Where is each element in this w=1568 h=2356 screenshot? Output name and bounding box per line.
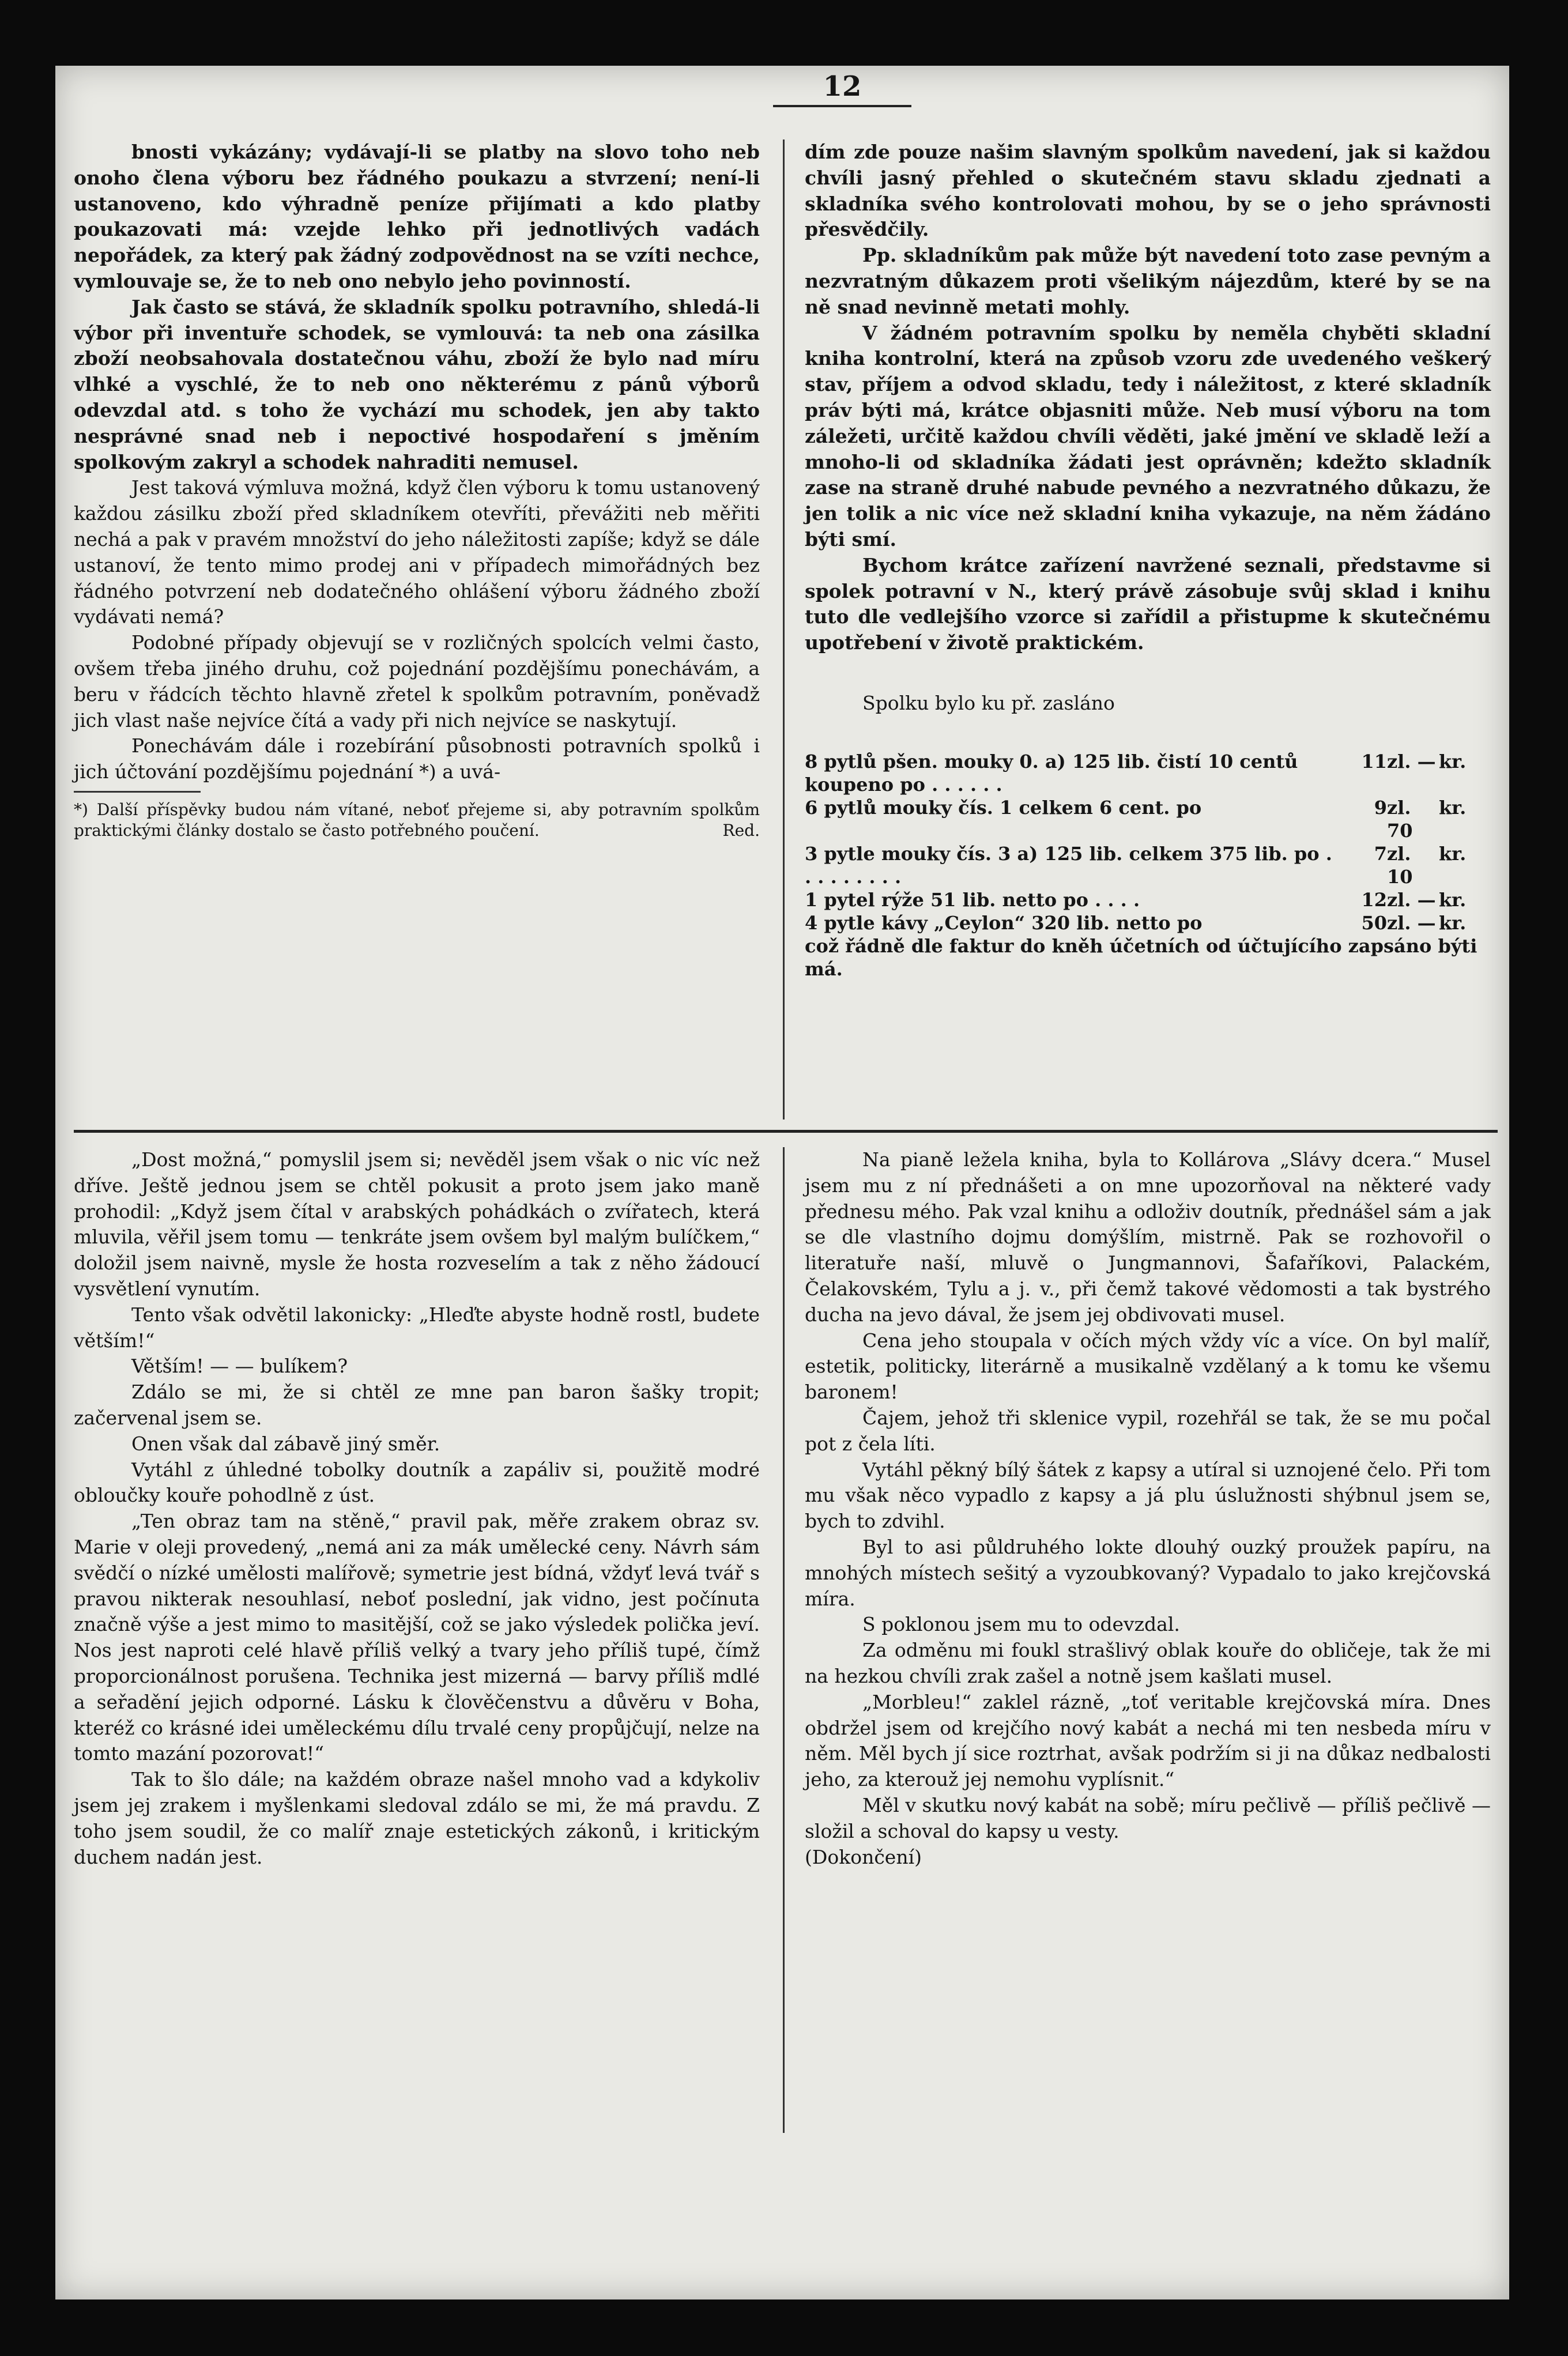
- invoice-row: [805, 888, 1491, 911]
- invoice-zl: zl. —: [1387, 888, 1436, 911]
- invoice-amount: 7: [1374, 842, 1387, 865]
- footnote-text: *) Další příspěvky budou nám vítané, neboť přejeme si, aby potravním spolkům praktickými články dostalo se často potřebného poučení.: [74, 800, 760, 840]
- paragraph: bnosti vykázány; vydávají-li se platby na slovo toho neb onoho člena výboru bez řádného poukazu a stvrzení; není-li ustanoveno, kdo výhradně peníze přijímati a kdo platby poukazovati má: vzejde lehko při jednotlivých vadách nepořádek, za který pak žádný zodpovědnost na se vzíti nechce, vymlouvaje se, že to neb ono nebylo jeho povinností.: [74, 141, 760, 292]
- invoice-kr: kr.: [1439, 911, 1467, 934]
- paragraph: Na pianě ležela kniha, byla to Kollárova „Slávy dcera.“ Musel jsem mu z ní přednášeti a on mne upozorňoval na některé vady přednesu mého. Pak vzal knihu a odloživ doutník, přednášel sám a jak se dle vlastního dojmu domýšlím, mistrně. Pak se rozhovořil o literatuře naší, mluvě o Jungmannovi, Šafaříkovi, Palackém, Čelakovském, Tylu a j. v., při čemž takové vědomosti a tak bystrého ducha na jevo dával, že jsem jej obdivovati musel.: [805, 1148, 1491, 1326]
- invoice-zl: zl. —: [1387, 750, 1436, 772]
- closing-mark: (Dokončení): [805, 1845, 922, 1868]
- section-divider: [74, 1130, 1498, 1133]
- paragraph: Bychom krátce zařízení navržené seznali, představme si spolek potravní v N., který právě zásobuje svůj sklad i knihu tuto dle vedlejšího vzorce si zařídil a přistupme k skutečnému upotřebení v životě praktickém.: [805, 553, 1491, 654]
- invoice-amount: 11: [1361, 750, 1387, 772]
- paragraph: V žádném potravním spolku by neměla chyběti skladní kniha kontrolní, která na způsob vzoru zde uvedeného veškerý stav, příjem a odvod skladu, tedy i náležitost, z které skladník práv býti má, krátce objasniti může. Neb musí výboru na tom záležeti, určitě každou chvíli věděti, jaké jmění ve skladě leží a mnoho-li od skladníka žádati jest oprávněn; kdežto skladník zase na straně druhé nabude pevného a nezvratného důkazu, že jen tolik a nic více než skladní kniha vykazuje, na něm žádáno býti smí.: [805, 321, 1491, 551]
- paragraph: dím zde pouze našim slavným spolkům navedení, jak si každou chvíli jasný přehled o skutečném stavu skladu zjednati a skladníka svého kontrolovati mohou, by se o jeho správnosti přesvědčily.: [805, 141, 1491, 241]
- paragraph: Zdálo se mi, že si chtěl ze mne pan baron šašky tropit; začervenal jsem se.: [74, 1381, 760, 1429]
- paragraph: Pp. skladníkům pak může být navedení toto zase pevným a nezvratným důkazem proti všelikým nájezdům, které by se na ně snad nevinně metati mohly.: [805, 244, 1491, 318]
- invoice-footer-row: [805, 934, 1491, 981]
- invoice-zl: zl. 70: [1387, 796, 1413, 842]
- invoice-title: Spolku bylo ku př. zasláno: [862, 691, 1115, 714]
- paragraph: Za odměnu mi foukl strašlivý oblak kouře do obličeje, tak že mi na hezkou chvíli zrak zašel a notně jsem kašlati musel.: [805, 1639, 1491, 1687]
- bottom-left-column: [74, 1147, 760, 1870]
- invoice-row: [805, 750, 1491, 796]
- paragraph: Vytáhl pěkný bílý šátek z kapsy a utíral si uznojené čelo. Při tom mu však něco vypadlo z kapsy a já plu úslužnosti shýbnul jsem se, bych to zdvihl.: [805, 1458, 1491, 1533]
- invoice-kr: kr.: [1439, 750, 1467, 772]
- newspaper-page: [55, 66, 1509, 2300]
- invoice-desc: 4 pytle kávy „Ceylon“ 320 lib. netto po: [805, 911, 1203, 934]
- paragraph: „Ten obraz tam na stěně,“ pravil pak, měře zrakem obraz sv. Marie v oleji provedený, „nemá ani za mák umělecké ceny. Návrh sám svědčí o nízké umělosti malířově; symetrie jest bídná, vždyť levá tvář s pravou nikterak nesouhlasí, neboť poslední, jak vidno, jest počínuta značně výše a jest mimo to masitější, což se jako výsledek polička jeví. Nos jest naproti celé hlavě příliš velký a tvary jeho příliš tupé, čímž proporcionálnost porušena. Technika jest mizerná — barvy příliš mdlé a seřadění jejich odporné. Lásku k člověčenstvu a důvěru v Boha, kteréž co krásné idei uměleckému dílu trvalé ceny propůjčují, nelze na tomto mazání pozorovat!“: [74, 1510, 760, 1765]
- paragraph: Tak to šlo dále; na každém obraze našel mnoho vad a kdykoliv jsem jej zrakem i myšlenkami sledoval zdálo se mi, že má pravdu. Z toho jsem soudil, že co malíř znaje estetických zákonů, i kritickým duchem nadán jest.: [74, 1768, 760, 1868]
- column-divider: [783, 1147, 785, 2133]
- top-right-column: [805, 140, 1491, 981]
- invoice-footer: což řádně dle faktur do kněh účetních od účtujícího zapsáno býti má.: [805, 934, 1477, 980]
- paragraph: Byl to asi půldruhého lokte dlouhý ouzký proužek papíru, na mnohých místech sešitý a vyzoubkovaný? Vypadalo to jako krejčovská míra.: [805, 1535, 1491, 1610]
- invoice-row: [805, 911, 1491, 934]
- invoice-row: [805, 796, 1491, 842]
- column-divider: [783, 140, 785, 1119]
- invoice-amount: 12: [1361, 888, 1387, 911]
- invoice-zl: zl. —: [1387, 911, 1436, 934]
- invoice-amount: 50: [1361, 911, 1387, 934]
- invoice-row: [805, 842, 1491, 888]
- paragraph: Cena jeho stoupala v očích mých vždy víc a více. On byl malíř, estetik, politicky, literárně a musikalně vzdělaný a k tomu ke všemu baronem!: [805, 1329, 1491, 1404]
- top-left-column: [74, 140, 760, 841]
- paragraph: Jest taková výmluva možná, když člen výboru k tomu ustanovený každou zásilku zboží před skladníkem otevříti, převážiti neb měřiti nechá a pak v pravém množství do jeho náležitosti zapíše; když se dále ustanoví, že tento mimo prodej ani v případech mimořádných bez řádného potvrzení neb dodatečného ohlášení výboru žádného zboží vydávati nemá?: [74, 476, 760, 628]
- invoice-desc: 6 pytlů mouky čís. 1 celkem 6 cent. po: [805, 796, 1202, 819]
- page-number: 12: [773, 70, 911, 107]
- invoice-kr: kr.: [1439, 842, 1467, 865]
- paragraph: Čajem, jehož tři sklenice vypil, rozehřál se tak, že se mu počal pot z čela líti.: [805, 1406, 1491, 1455]
- invoice-zl: zl. 10: [1387, 842, 1413, 888]
- paragraph: Onen však dal zábavě jiný směr.: [131, 1432, 440, 1455]
- invoice-amount: 9: [1374, 796, 1387, 819]
- paragraph: „Dost možná,“ pomyslil jsem si; nevěděl jsem však o nic víc než dříve. Ještě jednou jsem se chtěl pokusit a proto jsem jako maně prohodil: „Když jsem čítal v arabských pohádkách o zvířatech, která mluvila, věřil jsem tomu — tenkráte jsem ovšem byl malým bulíčkem,“ doložil jsem naivně, mysle že hosta rozveselím a tak z něho žádoucí vysvětlení vynutím.: [74, 1148, 760, 1300]
- paragraph: Tento však odvětil lakonicky: „Hleďte abyste hodně rostl, budete větším!“: [74, 1303, 760, 1352]
- paragraph: Jak často se stává, že skladník spolku potravního, shledá-li výbor při inventuře schodek, se vymlouvá: ta neb ona zásilka zboží neobsahovala dostatečnou váhu, zboží že bylo nad míru vlhké a vyschlé, že to neb ono některému z pánů výborů odevzdal atd. s toho že vychází mu schodek, jen aby takto nesprávné snad neb i nepoctivé hospodaření s jměním spolkovým zakryl a schodek nahraditi nemusel.: [74, 295, 760, 473]
- invoice-table: [805, 750, 1491, 981]
- footnote-signature: Red.: [722, 820, 760, 840]
- invoice-kr: kr.: [1439, 888, 1467, 911]
- paragraph: „Morbleu!“ zaklel rázně, „toť veritable krejčovská míra. Dnes obdržel jsem od krejčího nový kabát a nechá mi ten nesbeda míru v něm. Měl bych jí sice roztrhat, avšak podržím si ji na důkaz nedbalosti jeho, za kterouž jej nemohu vyplísnit.“: [805, 1690, 1491, 1791]
- paragraph: Větším! — — bulíkem?: [131, 1355, 348, 1378]
- invoice-desc: 8 pytlů pšen. mouky 0. a) 125 lib. čistí 10 centů koupeno po . . . . . .: [805, 750, 1298, 796]
- invoice-desc: 3 pytle mouky čís. 3 a) 125 lib. celkem 375 lib. po . . . . . . . . .: [805, 842, 1332, 888]
- paragraph: Vytáhl z úhledné tobolky doutník a zapáliv si, použitě modré obloučky kouře pohodlně z úst.: [74, 1458, 760, 1507]
- paragraph: Podobné případy objevují se v rozličných spolcích velmi často, ovšem třeba jiného druhu, což pojednání pozdějšímu ponechávám, a beru v řádcích těchto hlavně zřetel k spolkům potravním, poněvadž jich vlast naše nejvíce čítá a vady při nich nejvíce se naskytují.: [74, 631, 760, 732]
- paragraph: Ponechávám dále i rozebírání působnosti potravních spolků i jich účtování pozdějšímu pojednání *) a uvá-: [74, 734, 760, 783]
- bottom-right-column: [805, 1147, 1491, 1870]
- invoice-desc: 1 pytel rýže 51 lib. netto po . . . .: [805, 888, 1140, 911]
- footnote: [74, 800, 760, 841]
- footnote-rule: [74, 791, 201, 793]
- paragraph: S poklonou jsem mu to odevzdal.: [862, 1613, 1180, 1636]
- paragraph: Měl v skutku nový kabát na sobě; míru pečlivě — příliš pečlivě — složil a schoval do kapsy u vesty.: [805, 1793, 1491, 1842]
- invoice-kr: kr.: [1439, 796, 1467, 819]
